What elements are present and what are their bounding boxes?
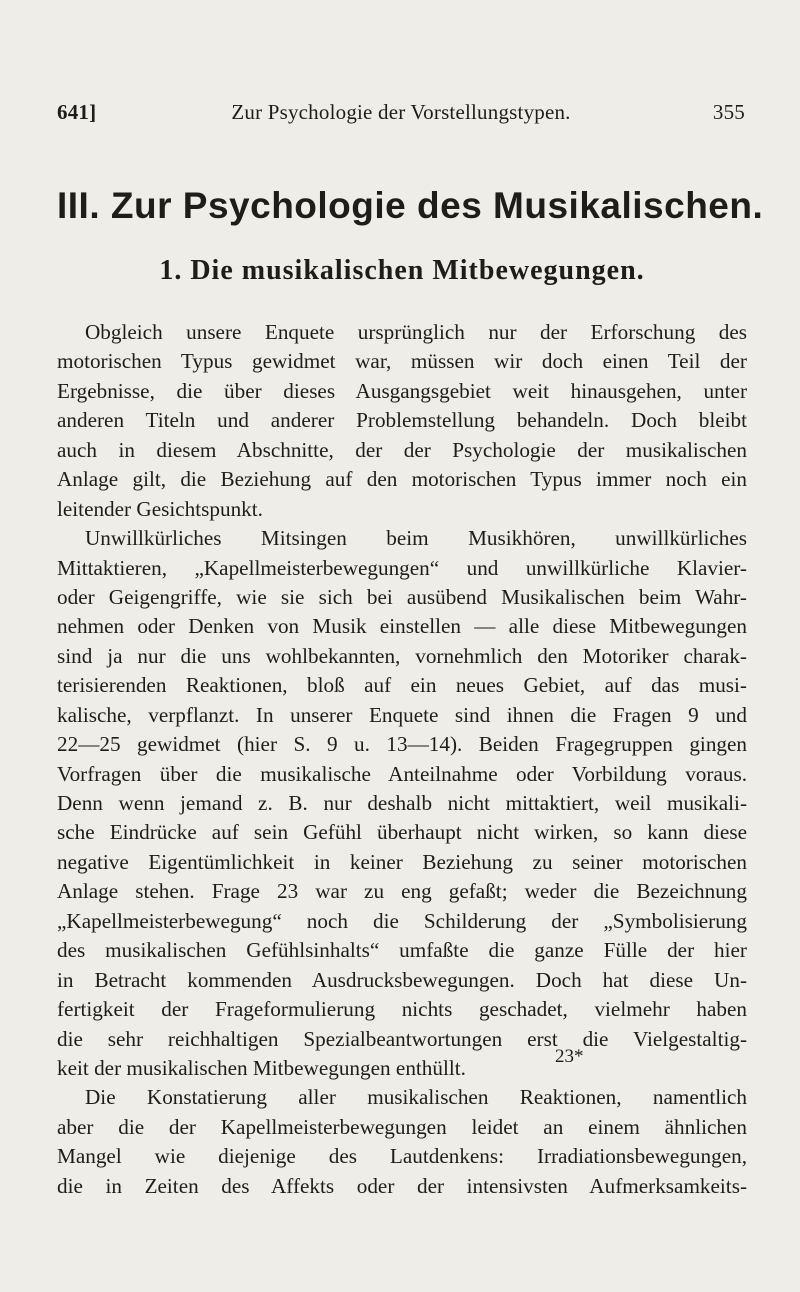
text-line: leitender Gesichtspunkt.	[57, 496, 263, 521]
text-line: die sehr reichhaltigen Spezialbeantwortungen erst die Vielgestaltig-	[57, 1026, 747, 1051]
text-line: Mangel wie diejenige des Lautdenkens: Irradiationsbewegungen,	[57, 1144, 747, 1169]
text-line: in Betracht kommenden Ausdrucksbewegungen. Doch hat diese Un-	[57, 967, 747, 992]
text-line: Die Konstatierung aller musikalischen Reaktionen, namentlich	[85, 1085, 747, 1110]
section-title: 1. Die musikalischen Mitbewegungen.	[159, 255, 645, 286]
text-line: nehmen oder Denken von Musik einstellen — alle diese Mitbewegungen	[57, 614, 747, 639]
text-line: des musikalischen Gefühlsinhalts“ umfaßte die ganze Fülle der hier	[57, 938, 747, 963]
page-reference: 641]	[57, 100, 97, 124]
text-line: kalische, verpflanzt. In unserer Enquete sind ihnen die Fragen 9 und	[57, 702, 747, 727]
chapter-title: III. Zur Psychologie des Musikalischen.	[57, 185, 764, 226]
text-line: auch in diesem Abschnitte, der der Psychologie der musikalischen	[57, 437, 747, 462]
text-line: sche Eindrücke auf sein Gefühl überhaupt nicht wirken, so kann diese	[57, 820, 747, 845]
text-line: Vorfragen über die musikalische Anteilnahme oder Vorbildung voraus.	[57, 761, 747, 786]
text-line: Anlage stehen. Frage 23 war zu eng gefaßt; weder die Bezeichnung	[57, 879, 747, 904]
text-line: Obgleich unsere Enquete ursprünglich nur der Erforschung des	[85, 320, 747, 344]
text-line: oder Geigengriffe, wie sie sich bei ausübend Musikalischen beim Wahr-	[57, 584, 747, 609]
text-line: Mittaktieren, „Kapellmeisterbewegungen“ und unwillkürliche Klavier-	[57, 555, 747, 580]
body-text	[57, 318, 747, 1201]
text-line: keit der musikalischen Mitbewegungen enthüllt.	[57, 1055, 466, 1080]
text-line: anderen Titeln und anderer Problemstellung behandeln. Doch bleibt	[57, 408, 747, 433]
text-line: Denn wenn jemand z. B. nur deshalb nicht mittaktiert, weil musikali-	[57, 791, 747, 815]
text-line: Ergebnisse, die über dieses Ausgangsgebiet weit hinausgehen, unter	[57, 378, 747, 403]
text-line: Anlage gilt, die Beziehung auf den motorischen Typus immer noch ein	[57, 467, 747, 492]
text-line: „Kapellmeisterbewegung“ noch die Schilderung der „Symbolisierung	[57, 908, 747, 933]
page-number: 355	[712, 100, 745, 124]
text-line: terisierenden Reaktionen, bloß auf ein neues Gebiet, auf das musi-	[57, 673, 747, 698]
text-line: sind ja nur die uns wohlbekannten, vornehmlich den Motoriker charak-	[57, 643, 747, 668]
text-line: 22—25 gewidmet (hier S. 9 u. 13—14). Beiden Fragegruppen gingen	[57, 732, 747, 757]
running-head	[57, 100, 745, 130]
text-line: die in Zeiten des Affekts oder der intensivsten Aufmerksamkeits-	[57, 1173, 747, 1198]
text-line: Unwillkürliches Mitsingen beim Musikhören, unwillkürliches	[85, 526, 747, 551]
text-line: motorischen Typus gewidmet war, müssen wir doch einen Teil der	[57, 349, 747, 374]
text-line: negative Eigentümlichkeit in keiner Beziehung zu seiner motorischen	[57, 849, 747, 874]
signature-mark: 23*	[555, 1046, 584, 1067]
text-line: aber die der Kapellmeisterbewegungen leidet an einem ähnlichen	[57, 1114, 747, 1139]
text-line: fertigkeit der Frageformulierung nichts geschadet, vielmehr haben	[57, 997, 747, 1022]
running-title: Zur Psychologie der Vorstellungstypen.	[231, 100, 571, 124]
